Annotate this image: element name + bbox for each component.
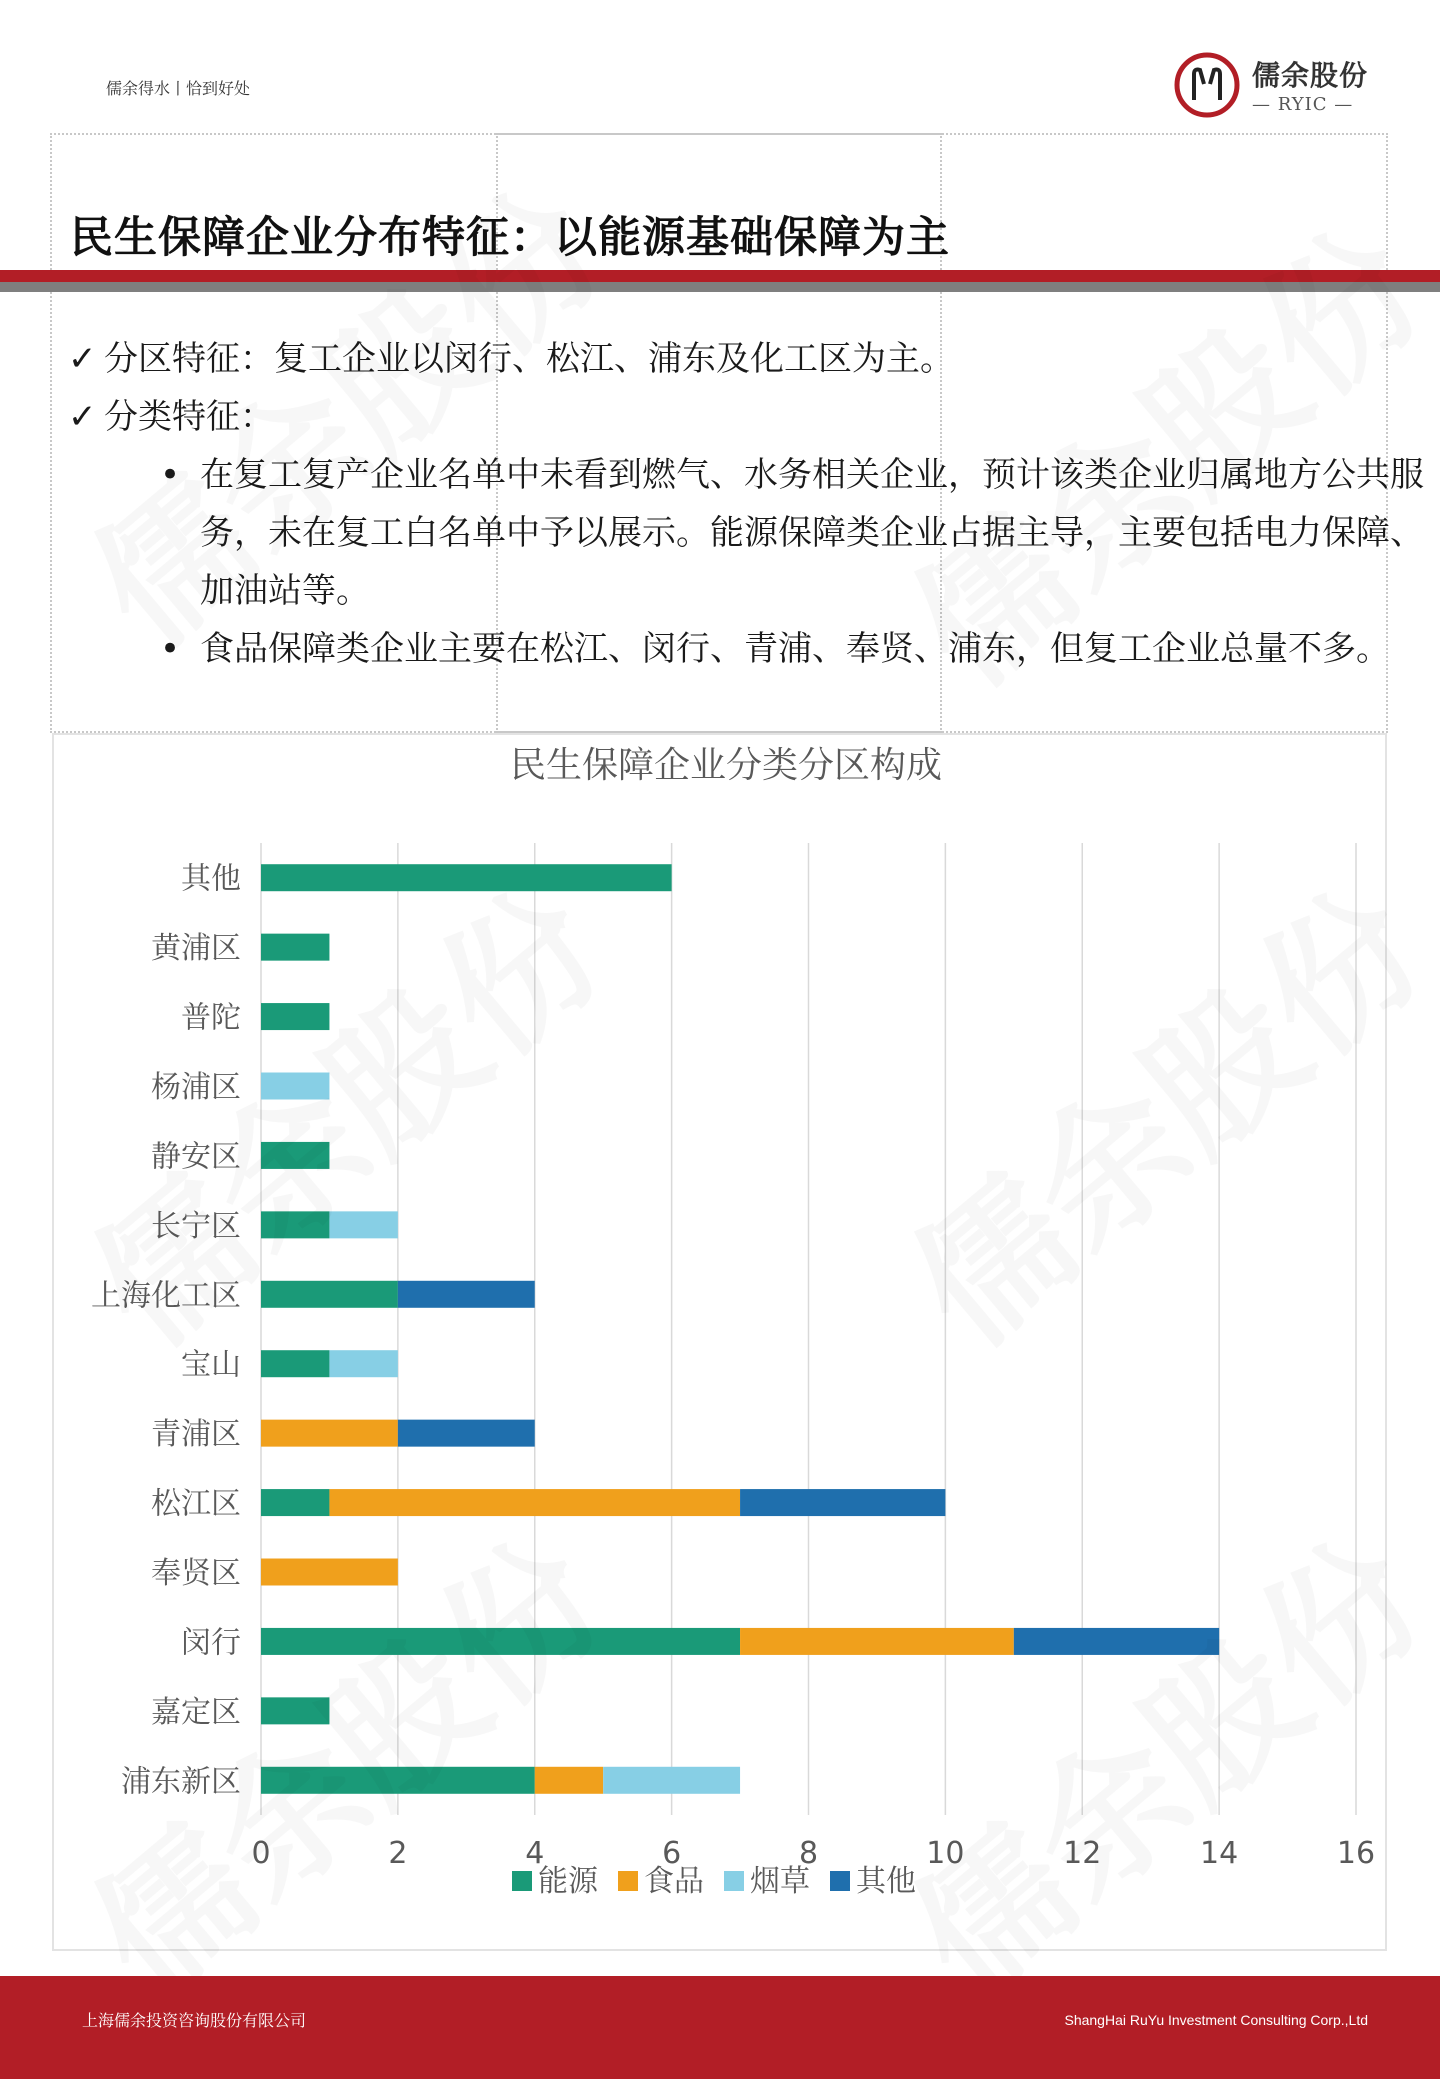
category-label: 静安区 — [151, 1139, 241, 1175]
x-tick-label: 14 — [1200, 1836, 1239, 1871]
check-icon: ✓ — [68, 397, 97, 437]
bar-segment — [261, 1628, 740, 1655]
x-tick-label: 4 — [525, 1836, 545, 1871]
x-tick-label: 2 — [388, 1836, 408, 1871]
category-label: 青浦区 — [151, 1417, 241, 1453]
sub-bullet — [68, 446, 1430, 620]
bar-segment — [329, 1489, 740, 1516]
sub-bullet — [68, 620, 1430, 678]
bar-segment — [1014, 1628, 1219, 1655]
page-title: 民生保障企业分布特征：以能源基础保障为主 — [70, 213, 950, 263]
category-label: 杨浦区 — [151, 1070, 241, 1105]
bullet-text: 分区特征：复工企业以闵行、松江、浦东及化工区为主。 — [104, 339, 954, 379]
bullet-dot-icon: • — [160, 455, 181, 495]
bar-segment — [398, 1281, 535, 1308]
bar-segment — [261, 1767, 535, 1794]
legend-label: 其他 — [856, 1864, 916, 1899]
bullet-district — [68, 330, 1388, 388]
ryic-logo-icon — [1172, 50, 1242, 120]
category-label: 其他 — [181, 861, 241, 897]
header-tagline: 儒余得水丨恰到好处 — [106, 79, 251, 98]
sub-bullet-text: 在复工复产企业名单中未看到燃气、水务相关企业，预计该类企业归属地方公共服务，未在复工白名单中予以展示。能源保障类企业占据主导，主要包括电力保障、加油站等。 — [200, 455, 1424, 611]
bar-segment — [261, 1559, 398, 1586]
title-underline-red — [0, 270, 1440, 282]
bar-segment — [261, 1142, 329, 1169]
legend-swatch — [512, 1871, 532, 1891]
category-label: 普陀 — [181, 1000, 241, 1036]
chart-title: 民生保障企业分类分区构成 — [509, 745, 943, 786]
sub-bullet-text: 食品保障类企业主要在松江、闵行、青浦、奉贤、浦东，但复工企业总量不多。 — [200, 629, 1390, 669]
category-label: 浦东新区 — [121, 1764, 241, 1800]
footer-bar — [0, 1976, 1440, 2079]
legend-swatch — [724, 1871, 744, 1891]
logo-name-cn: 儒余股份 — [1252, 59, 1369, 92]
stacked-bar-chart — [54, 735, 1385, 1949]
company-logo — [1172, 48, 1372, 126]
bar-segment — [535, 1767, 603, 1794]
x-tick-label: 8 — [798, 1836, 819, 1871]
check-icon: ✓ — [68, 339, 97, 379]
footer-company-cn: 上海儒余投资咨询股份有限公司 — [82, 2011, 307, 2030]
category-label: 上海化工区 — [91, 1278, 241, 1314]
bar-segment — [261, 1003, 329, 1030]
chart-container — [52, 733, 1387, 1951]
x-tick-label: 10 — [926, 1836, 965, 1871]
bullet-text: 分类特征： — [104, 397, 274, 437]
x-tick-label: 0 — [251, 1836, 271, 1871]
legend-label: 能源 — [538, 1864, 598, 1899]
category-label: 宝山 — [181, 1347, 241, 1383]
bar-segment — [329, 1211, 397, 1238]
bar-segment — [740, 1628, 1014, 1655]
footer-company-en: ShangHai RuYu Investment Consulting Corp.,Ltd — [1064, 2012, 1368, 2028]
bullet-dot-icon: • — [160, 629, 181, 669]
legend-label: 烟草 — [750, 1864, 810, 1899]
category-label: 闵行 — [181, 1625, 241, 1661]
bar-segment — [261, 1211, 329, 1238]
bar-segment — [740, 1489, 945, 1516]
logo-name-en: — RYIC — — [1252, 94, 1354, 115]
category-label: 长宁区 — [151, 1208, 241, 1244]
legend-swatch — [830, 1871, 850, 1891]
bullet-category — [68, 388, 1388, 446]
bar-segment — [261, 934, 329, 961]
legend-label: 食品 — [644, 1864, 704, 1899]
category-label: 奉贤区 — [151, 1556, 241, 1591]
bar-segment — [329, 1350, 397, 1377]
legend-swatch — [618, 1871, 638, 1891]
category-label: 黄浦区 — [151, 931, 241, 967]
x-tick-label: 6 — [662, 1836, 682, 1871]
bar-segment — [398, 1420, 535, 1447]
bar-segment — [261, 1489, 329, 1516]
category-label: 嘉定区 — [151, 1694, 241, 1730]
bar-segment — [261, 1073, 329, 1100]
bar-segment — [261, 1281, 398, 1308]
bullet-list — [68, 330, 1424, 678]
bar-segment — [261, 1350, 329, 1377]
x-tick-label: 12 — [1063, 1836, 1102, 1871]
bar-segment — [261, 1697, 329, 1724]
bar-segment — [261, 1420, 398, 1447]
bar-segment — [603, 1767, 740, 1794]
title-underline-grey — [0, 282, 1440, 292]
x-tick-label: 16 — [1336, 1836, 1376, 1871]
bar-segment — [261, 864, 672, 891]
category-label: 松江区 — [151, 1486, 241, 1522]
